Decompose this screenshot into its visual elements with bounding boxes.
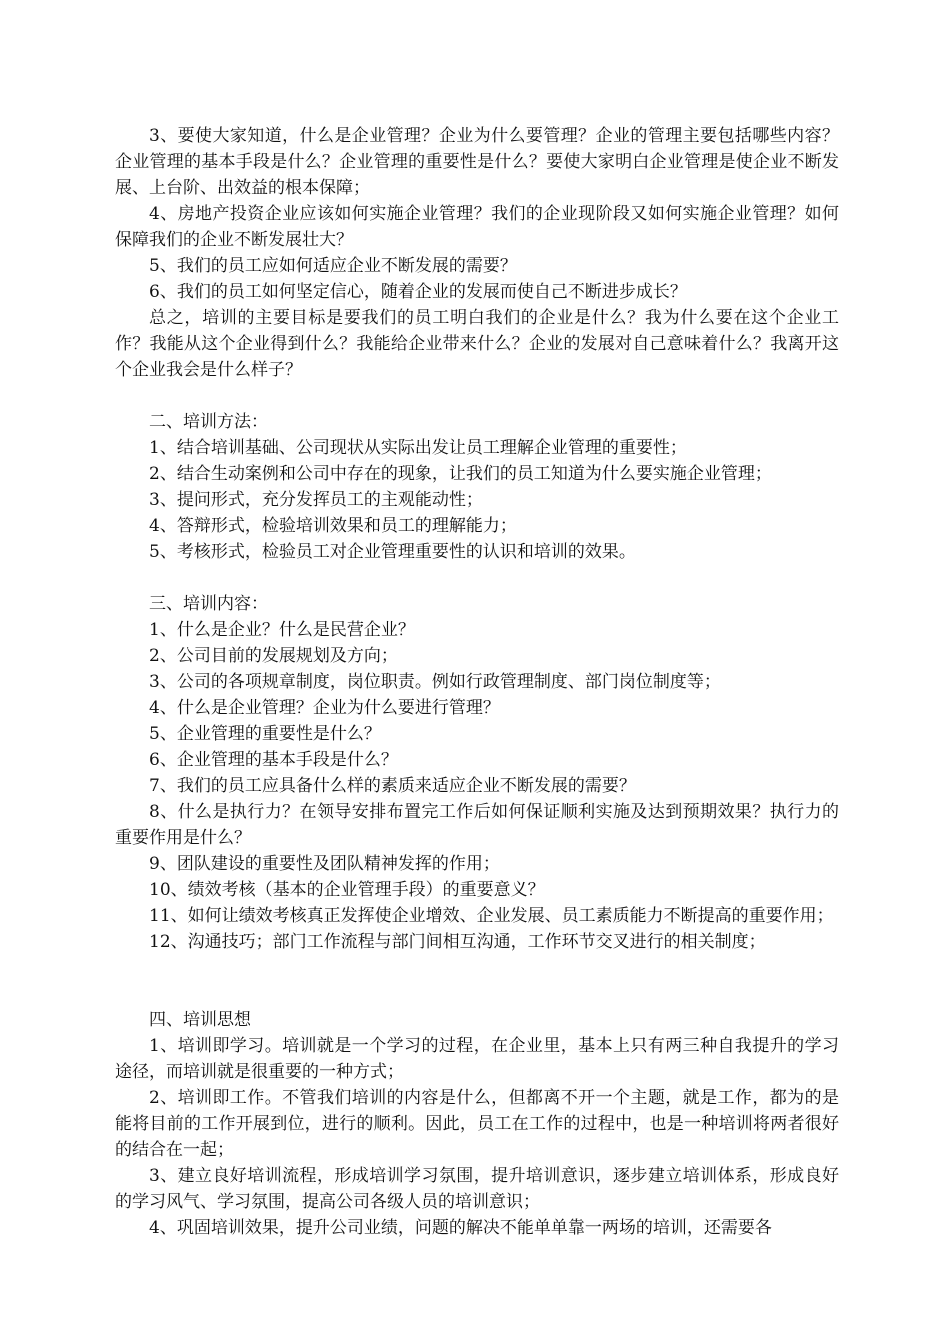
content-item: 4、什么是企业管理？企业为什么要进行管理？ bbox=[149, 698, 500, 718]
thought-item: 2、培训即工作。不管我们培训的内容是什么，但都离不开一个主题，就是工作，都为的是能将目前的工作开展到位，进行的顺利。因此，员工在工作的过程中，也是一种培训将两者很好的结合在一起； bbox=[115, 1088, 839, 1160]
section-spacer bbox=[115, 955, 839, 1007]
section-title-thoughts: 四、培训思想 bbox=[149, 1010, 251, 1030]
method-item: 4、答辩形式，检验培训效果和员工的理解能力； bbox=[149, 516, 517, 536]
section-spacer bbox=[115, 383, 839, 409]
content-item: 10、绩效考核（基本的企业管理手段）的重要意义？ bbox=[149, 880, 545, 900]
content-item: 3、公司的各项规章制度，岗位职责。例如行政管理制度、部门岗位制度等； bbox=[149, 672, 721, 692]
intro-paragraph-6: 6、我们的员工如何坚定信心，随着企业的发展而使自己不断进步成长？ bbox=[149, 282, 687, 302]
content-item: 6、企业管理的基本手段是什么？ bbox=[149, 750, 398, 770]
thought-item: 1、培训即学习。培训就是一个学习的过程，在企业里，基本上只有两三种自我提升的学习途径，而培训就是很重要的一种方式； bbox=[115, 1036, 839, 1082]
method-item: 3、提问形式，充分发挥员工的主观能动性； bbox=[149, 490, 483, 510]
intro-paragraph-4: 4、房地产投资企业应该如何实施企业管理？我们的企业现阶段又如何实施企业管理？如何保障我们的企业不断发展壮大？ bbox=[115, 204, 839, 250]
section-title-content: 三、培训内容： bbox=[149, 594, 268, 614]
content-item: 5、企业管理的重要性是什么？ bbox=[149, 724, 381, 744]
content-item: 11、如何让绩效考核真正发挥使企业增效、企业发展、员工素质能力不断提高的重要作用； bbox=[149, 906, 834, 926]
content-item: 9、团队建设的重要性及团队精神发挥的作用； bbox=[149, 854, 500, 874]
content-item: 12、沟通技巧；部门工作流程与部门间相互沟通，工作环节交叉进行的相关制度； bbox=[149, 932, 766, 952]
section-spacer bbox=[115, 565, 839, 591]
content-item: 8、什么是执行力？在领导安排布置完工作后如何保证顺利实施及达到预期效果？执行力的重要作用是什么？ bbox=[115, 802, 839, 848]
method-item: 5、考核形式，检验员工对企业管理重要性的认识和培训的效果。 bbox=[149, 542, 636, 562]
section-title-methods: 二、培训方法： bbox=[149, 412, 268, 432]
thought-item: 4、巩固培训效果，提升公司业绩，问题的解决不能单单靠一两场的培训，还需要各 bbox=[149, 1218, 772, 1238]
intro-paragraph-3: 3、要使大家知道，什么是企业管理？企业为什么要管理？企业的管理主要包括哪些内容？企业管理的基本手段是什么？企业管理的重要性是什么？要使大家明白企业管理是使企业不断发展、上台阶、出效益的根本保障； bbox=[115, 126, 839, 198]
method-item: 1、结合培训基础、公司现状从实际出发让员工理解企业管理的重要性； bbox=[149, 438, 687, 458]
intro-summary: 总之，培训的主要目标是要我们的员工明白我们的企业是什么？我为什么要在这个企业工作？我能从这个企业得到什么？我能给企业带来什么？企业的发展对自己意味着什么？我离开这个企业我会是什么样子？ bbox=[115, 308, 839, 380]
content-item: 1、什么是企业？什么是民营企业？ bbox=[149, 620, 415, 640]
content-item: 7、我们的员工应具备什么样的素质来适应企业不断发展的需要？ bbox=[149, 776, 636, 796]
thought-item: 3、建立良好培训流程，形成培训学习氛围，提升培训意识，逐步建立培训体系，形成良好的学习风气、学习氛围，提高公司各级人员的培训意识； bbox=[115, 1166, 839, 1212]
content-item: 2、公司目前的发展规划及方向； bbox=[149, 646, 398, 666]
method-item: 2、结合生动案例和公司中存在的现象，让我们的员工知道为什么要实施企业管理； bbox=[149, 464, 772, 484]
intro-paragraph-5: 5、我们的员工应如何适应企业不断发展的需要？ bbox=[149, 256, 517, 276]
document-page bbox=[115, 123, 839, 1241]
